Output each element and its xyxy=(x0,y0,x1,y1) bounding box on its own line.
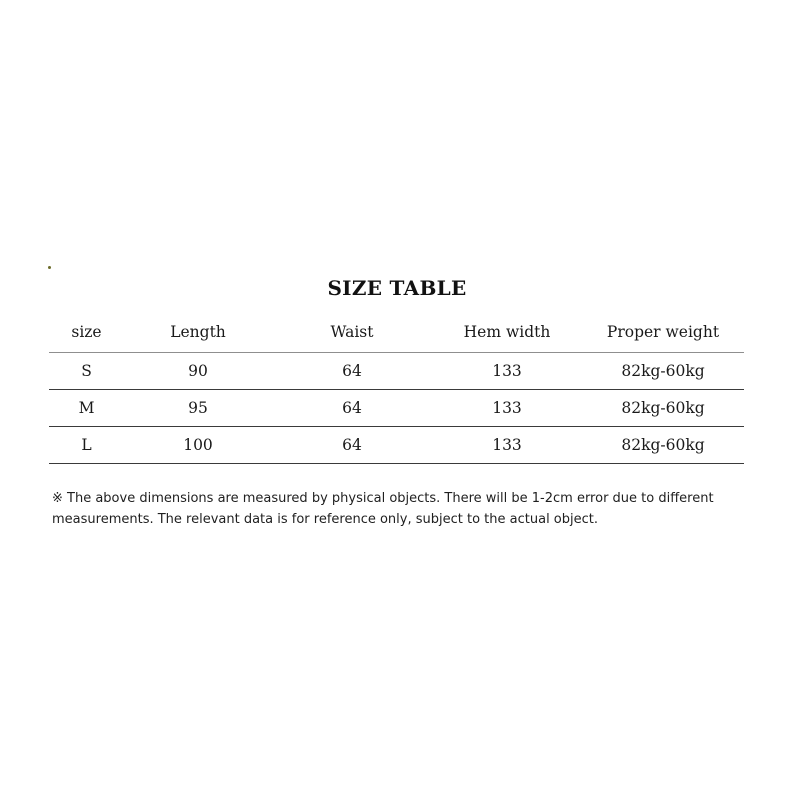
cell-proper-weight: 82kg-60kg xyxy=(582,426,744,463)
column-header-size: size xyxy=(49,312,124,352)
size-table xyxy=(49,312,744,464)
cell-hem-width: 133 xyxy=(432,389,582,426)
column-header-hem-width: Hem width xyxy=(432,312,582,352)
cell-size: S xyxy=(49,352,124,389)
table-header-row xyxy=(49,312,744,352)
cell-proper-weight: 82kg-60kg xyxy=(582,352,744,389)
cell-length: 100 xyxy=(124,426,272,463)
table-row xyxy=(49,426,744,463)
page-title: SIZE TABLE xyxy=(327,276,467,300)
column-header-waist: Waist xyxy=(272,312,432,352)
cell-length: 90 xyxy=(124,352,272,389)
cell-waist: 64 xyxy=(272,426,432,463)
cell-size: L xyxy=(49,426,124,463)
column-header-proper-weight: Proper weight xyxy=(582,312,744,352)
cell-proper-weight: 82kg-60kg xyxy=(582,389,744,426)
decorative-dot xyxy=(48,266,51,269)
cell-waist: 64 xyxy=(272,352,432,389)
table-row xyxy=(49,352,744,389)
column-header-length: Length xyxy=(124,312,272,352)
measurement-note: ※ The above dimensions are measured by physical objects. There will be 1-2cm error due to different measurements. The relevant data is for reference only, subject to the actual object. xyxy=(52,491,714,527)
cell-hem-width: 133 xyxy=(432,352,582,389)
cell-size: M xyxy=(49,389,124,426)
cell-waist: 64 xyxy=(272,389,432,426)
cell-hem-width: 133 xyxy=(432,426,582,463)
cell-length: 95 xyxy=(124,389,272,426)
table-row xyxy=(49,389,744,426)
